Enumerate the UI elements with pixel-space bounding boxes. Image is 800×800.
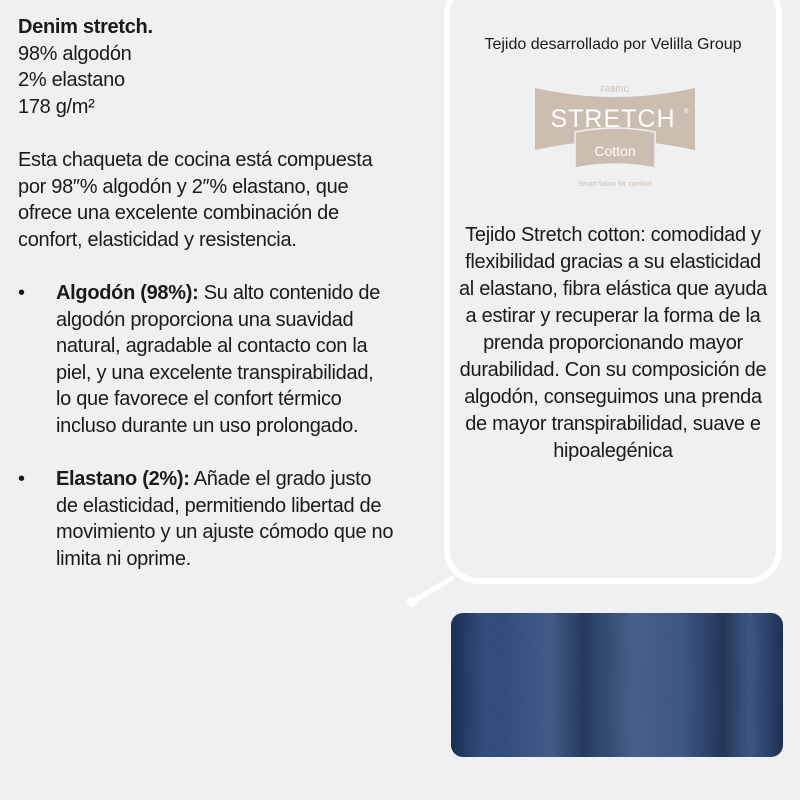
- stretch-cotton-logo: [535, 82, 695, 192]
- denim-fabric-image: [451, 613, 783, 757]
- fabric-title: Denim stretch.: [18, 16, 153, 38]
- logo-tagline: Smart fabric for comfort: [578, 181, 652, 188]
- logo-registered: ®: [684, 109, 689, 115]
- bullet-icon: •: [18, 468, 25, 490]
- logo-fabric-text: FABRIC: [600, 85, 630, 94]
- bullet-label: Algodón (98%):: [56, 282, 199, 304]
- spec-line: 2% elastano: [18, 69, 125, 91]
- description-column: [18, 14, 428, 599]
- logo-cotton-text: Cotton: [594, 143, 636, 159]
- bullet-icon: •: [18, 282, 25, 304]
- spec-line: 178 g/m²: [18, 95, 95, 118]
- panel-title: Tejido desarrollado por Velilla Group: [484, 36, 742, 53]
- intro-paragraph: Esta chaqueta de cocina está compuesta por 98″% algodón y 2″% elastano, que ofrece una excelente combinación de confort, elasticidad y resistencia.: [18, 149, 373, 251]
- list-item: [18, 280, 386, 439]
- bullet-text: Añade el grado justo de elasticidad, permitiendo libertad de movimiento y un ajuste cómodo que no limita ni oprime.: [56, 468, 394, 570]
- bullet-text: Su alto contenido de algodón proporciona una suavidad natural, agradable al contacto con la piel, y una excelente transpirabilidad, lo que favorece el confort térmico incluso durante un uso prolongado.: [56, 282, 381, 437]
- spec-line: 98% algodón: [18, 42, 132, 65]
- bullet-label: Elastano (2%):: [56, 468, 190, 490]
- panel-description: Tejido Stretch cotton: comodidad y flexibilidad gracias a su elasticidad al elastano, fibra elástica que ayuda a estirar y recuperar la forma de la prenda proporcionando mayor durabilidad. Con su composición de algodón, conseguimos una prenda de mayor transpirabilidad, suave e hipoalegénica: [458, 224, 767, 462]
- list-item: [18, 466, 398, 572]
- callout-pointer: [400, 570, 460, 610]
- composition-list: [18, 280, 428, 572]
- logo-stretch-text: STRETCH: [550, 105, 676, 133]
